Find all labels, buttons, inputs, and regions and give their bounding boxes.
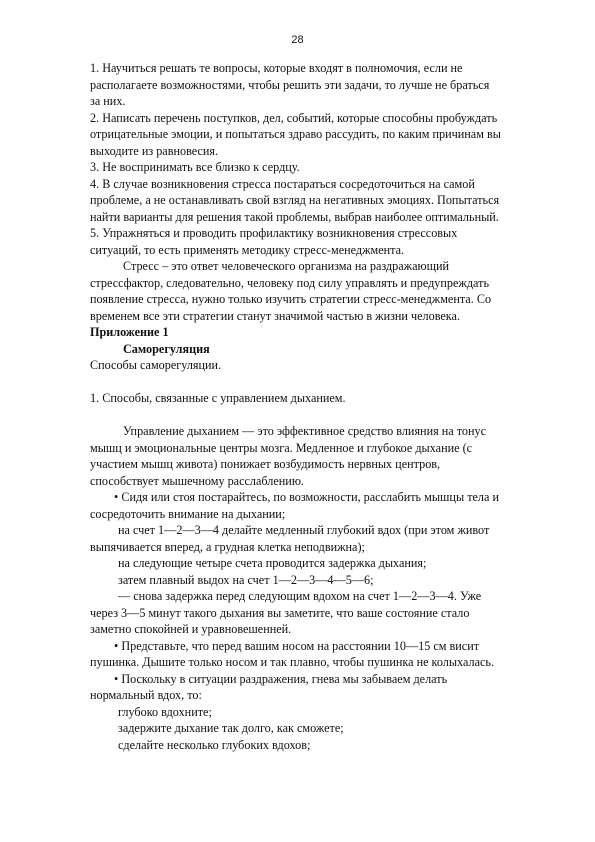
blank-line xyxy=(90,407,555,424)
text-line: участием мышц живота) понижает возбудимость нервных центров, xyxy=(90,457,441,471)
text-line: отрицательные эмоции, и попытаться здраво рассудить, по каким причинам вы xyxy=(90,127,501,141)
text-line: нормальный вдох, то: xyxy=(90,688,202,702)
text-line: 5. Упражняться и проводить профилактику возникновения стрессовых xyxy=(90,226,458,240)
text-line: через 3—5 минут такого дыхания вы заметите, что ваше состояние стало xyxy=(90,605,470,620)
text-line: 4. В случае возникновения стресса постараться сосредоточиться на самой xyxy=(90,176,475,191)
text-line: на следующие четыре счета проводится задержка дыхания; xyxy=(118,556,427,570)
page-body xyxy=(90,60,555,753)
text-line: заметно спокойней и уравновешенней. xyxy=(90,622,292,636)
text-line: появление стресса, нужно только изучить стратегии стресс-менеджмента. Со xyxy=(90,292,492,306)
text-line: способствует мышечному расслаблению. xyxy=(90,473,304,488)
text-line: Саморегуляция xyxy=(123,341,210,356)
text-line: выпячивается вперед, а грудная клетка неподвижна); xyxy=(90,539,365,554)
text-line: 1. Способы, связанные с управлением дыханием. xyxy=(90,391,346,405)
text-line: • Представьте, что перед вашим носом на расстоянии 10—15 см висит xyxy=(114,638,480,653)
text-line: сосредоточить внимание на дыхании; xyxy=(90,506,286,521)
text-line: задержите дыхание так долго, как сможете; xyxy=(118,721,344,735)
text-line: Способы саморегуляции. xyxy=(90,358,222,372)
text-line: 2. Написать перечень поступков, дел, событий, которые способны пробуждать xyxy=(90,110,498,125)
text-line: 3. Не воспринимать все близко к сердцу. xyxy=(90,160,300,174)
text-line: пушинка. Дышите только носом и так плавно, чтобы пушинка не колыхалась. xyxy=(90,655,495,669)
text-line: сделайте несколько глубоких вдохов; xyxy=(118,737,311,752)
text-line: 1. Научиться решать те вопросы, которые входят в полномочия, если не xyxy=(90,61,463,75)
blank-line xyxy=(90,374,555,391)
text-line: мышц и эмоциональные центры мозга. Медленное и глубокое дыхание (с xyxy=(90,440,473,455)
text-line: • Сидя или стоя постарайтесь, по возможности, расслабить мышцы тела и xyxy=(114,490,499,504)
text-line: Управление дыханием — это эффективное средство влияния на тонус xyxy=(123,424,487,438)
text-line: • Поскольку в ситуации раздражения, гнева мы забываем делать xyxy=(114,671,448,686)
page-number: 28 xyxy=(291,34,304,46)
text-line: Приложение 1 xyxy=(90,325,169,339)
text-line: временем все эти стратегии станут значимой частью в жизни человека. xyxy=(90,308,460,323)
text-line: Стресс – это ответ человеческого организма на раздражающий xyxy=(123,259,450,273)
text-line: располагаете возможностями, чтобы решить эти задачи, то лучше не браться xyxy=(90,77,490,92)
text-line: выходите из равновесия. xyxy=(90,143,219,158)
text-line: на счет 1—2—3—4 делайте медленный глубокий вдох (при этом живот xyxy=(118,523,490,537)
text-line: проблеме, а не останавливать свой взгляд на негативных эмоциях. Попытаться xyxy=(90,193,500,207)
text-line: за них. xyxy=(90,94,126,108)
text-line: затем плавный выдох на счет 1—2—3—4—5—6; xyxy=(118,572,374,587)
text-line: глубоко вдохните; xyxy=(118,704,212,719)
text-line: найти варианты для решения такой проблемы, выбрав наиболее оптимальный. xyxy=(90,209,499,224)
text-line: — снова задержка перед следующим вдохом на счет 1—2—3—4. Уже xyxy=(118,589,482,603)
text-line: ситуаций, то есть применять методику стресс-менеджмента. xyxy=(90,242,405,257)
text-line: стрессфактор, следовательно, человеку под силу управлять и предупреждать xyxy=(90,275,490,290)
